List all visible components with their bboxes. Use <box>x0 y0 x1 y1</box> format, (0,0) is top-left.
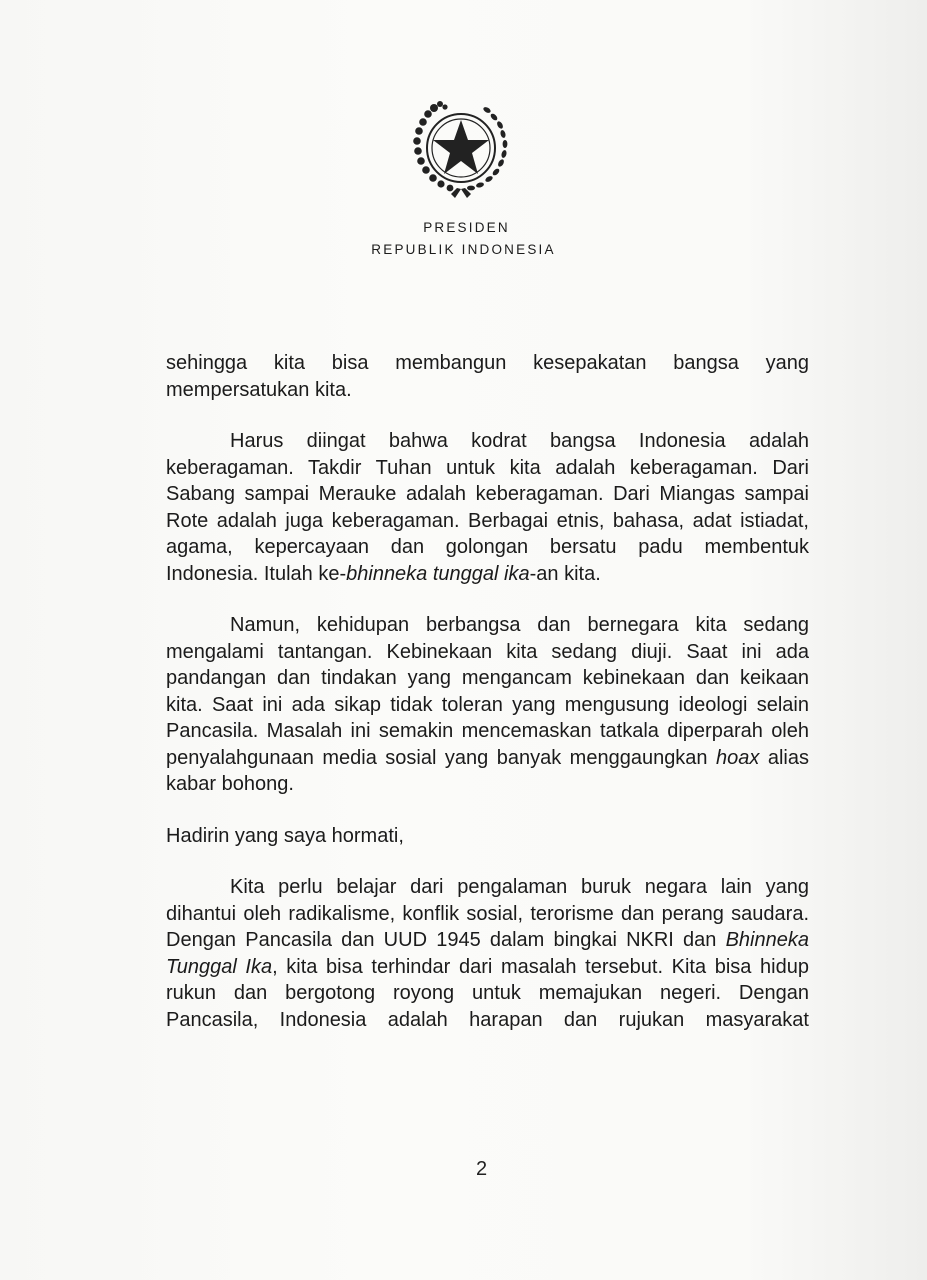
letterhead <box>0 218 927 260</box>
letterhead-subtitle: REPUBLIK INDONESIA <box>371 242 556 257</box>
italic-phrase: Bhinneka Tunggal Ika <box>166 929 809 978</box>
salutation: Hadirin yang saya hormati, <box>166 824 404 847</box>
paragraph-pancasila: Kita perlu belajar dari pengalaman buruk negara lain yang dihantui oleh radikalisme, konflik sosial, terorisme dan perang saudara. Dengan Pancasila dan UUD 1945 dalam bingkai NKRI dan Bhinneka Tunggal Ika, kita bisa terhindar dari masalah tersebut. Kita bisa hidup rukun dan bergotong royong untuk memajukan negeri. Dengan Pancasila, Indonesia adalah harapan dan rujukan masyarakat <box>166 876 809 1031</box>
italic-phrase: bhinneka tunggal ika <box>346 562 530 585</box>
presidential-emblem-icon <box>401 96 523 208</box>
page-number: 2 <box>475 1158 488 1180</box>
star-icon <box>433 120 489 174</box>
paragraph-keberagaman: Harus diingat bahwa kodrat bangsa Indonesia adalah keberagaman. Takdir Tuhan untuk kita adalah keberagaman. Dari Sabang sampai Merauke adalah keberagaman. Dari Miangas sampai Rote adalah juga keberagaman. Berbagai etnis, bahasa, adat istiadat, agama, kepercayaan dan golongan bersatu padu membentuk Indonesia. Itulah ke-bhinneka tunggal ika-an kita. <box>166 430 809 585</box>
italic-phrase: hoax <box>716 746 760 769</box>
letterhead-title: PRESIDEN <box>423 220 510 235</box>
document-body <box>166 350 809 1058</box>
paragraph-tantangan: Namun, kehidupan berbangsa dan bernegara kita sedang mengalami tantangan. Kebinekaan kita sedang diuji. Saat ini ada pandangan dan tindakan yang mengancam kebinekaan dan keikaan kita. Saat ini ada sikap tidak toleran yang mengusung ideologi selain Pancasila. Masalah ini semakin mencemaskan tatkala diperparah oleh penyalahgunaan media sosial yang banyak menggaungkan hoax alias kabar bohong. <box>166 614 809 795</box>
paragraph-continuation: sehingga kita bisa membangun kesepakatan bangsa yang mempersatukan kita. <box>166 352 809 401</box>
